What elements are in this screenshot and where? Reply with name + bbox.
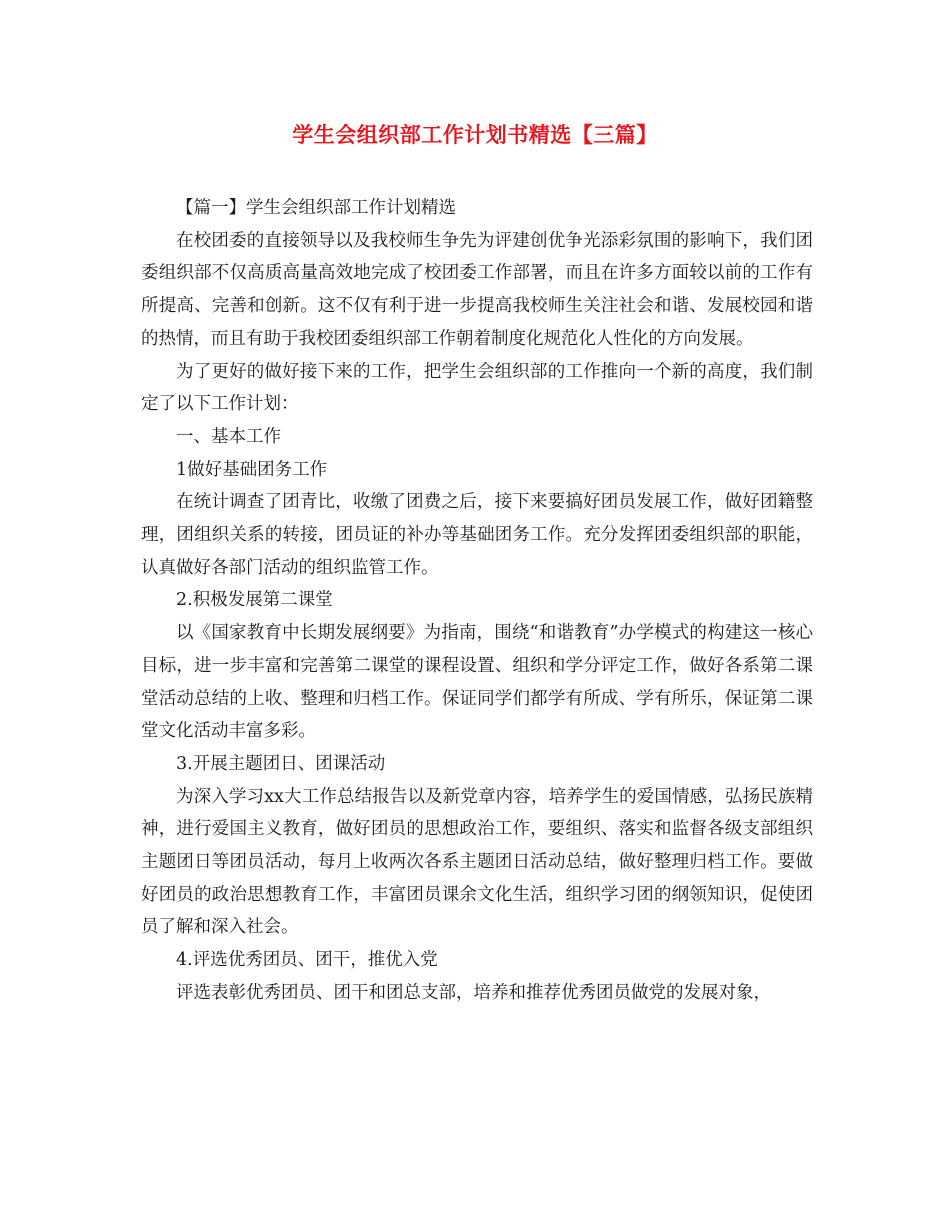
paragraph-intro: 在校团委的直接领导以及我校师生争先为评建创优争光添彩氛围的影响下，我们团委组织部不仅高质高量高效地完成了校团委工作部署，而且在许多方面较以前的工作有所提高、完善和创新。这不仅有利于进一步提高我校师生关注社会和谐、发展校园和谐的热情，而且有助于我校团委组织部工作朝着制度化规范化人性化的方向发展。 — [141, 230, 813, 349]
heading-item-4: 4.评选优秀团员、团干，推优入党 — [176, 950, 438, 971]
paragraph-plan-statement: 为了更好的做好接下来的工作，把学生会组织部的工作推向一个新的高度，我们制定了以下工作计划： — [141, 361, 813, 415]
paragraph-item-3: 为深入学习xx大工作总结报告以及新党章内容，培养学生的爱国情感，弘扬民族精神，进行爱国主义教育，做好团员的思想政治工作，要组织、落实和监督各级支部组织主题团日等团员活动，每月上收两次各系主题团日活动总结，做好整理归档工作。要做好团员的政治思想教育工作，丰富团员课余文化生活，组织学习团的纲领知识，促使团员了解和深入社会。 — [141, 786, 813, 938]
paragraph-item-1: 在统计调查了团青比，收缴了团费之后，接下来要搞好团员发展工作，做好团籍整理，团组织关系的转接，团员证的补办等基础团务工作。充分发挥团委组织部的职能，认真做好各部门活动的组织监管工作。 — [141, 492, 813, 578]
section-heading-part-one: 【篇一】学生会组织部工作计划精选 — [176, 198, 456, 218]
paragraph-item-2: 以《国家教育中长期发展纲要》为指南，围绕“和谐教育”办学模式的构建这一核心目标，进一步丰富和完善第二课堂的课程设置、组织和学分评定工作，做好各系第二课堂活动总结的上收、整理和归档工作。保证同学们都学有所成、学有所乐，保证第二课堂文化活动丰富多彩。 — [141, 623, 813, 742]
paragraph-item-4: 评选表彰优秀团员、团干和团总支部，培养和推荐优秀团员做党的发展对象， — [176, 982, 771, 1003]
document-body — [141, 192, 813, 1010]
heading-item-2: 2.积极发展第二课堂 — [176, 590, 333, 611]
document-title: 学生会组织部工作计划书精选【三篇】 — [292, 123, 658, 147]
heading-item-3: 3.开展主题团日、团课活动 — [176, 753, 386, 774]
heading-basic-work: 一、基本工作 — [176, 426, 281, 447]
heading-item-1: 1做好基础团务工作 — [176, 459, 328, 480]
